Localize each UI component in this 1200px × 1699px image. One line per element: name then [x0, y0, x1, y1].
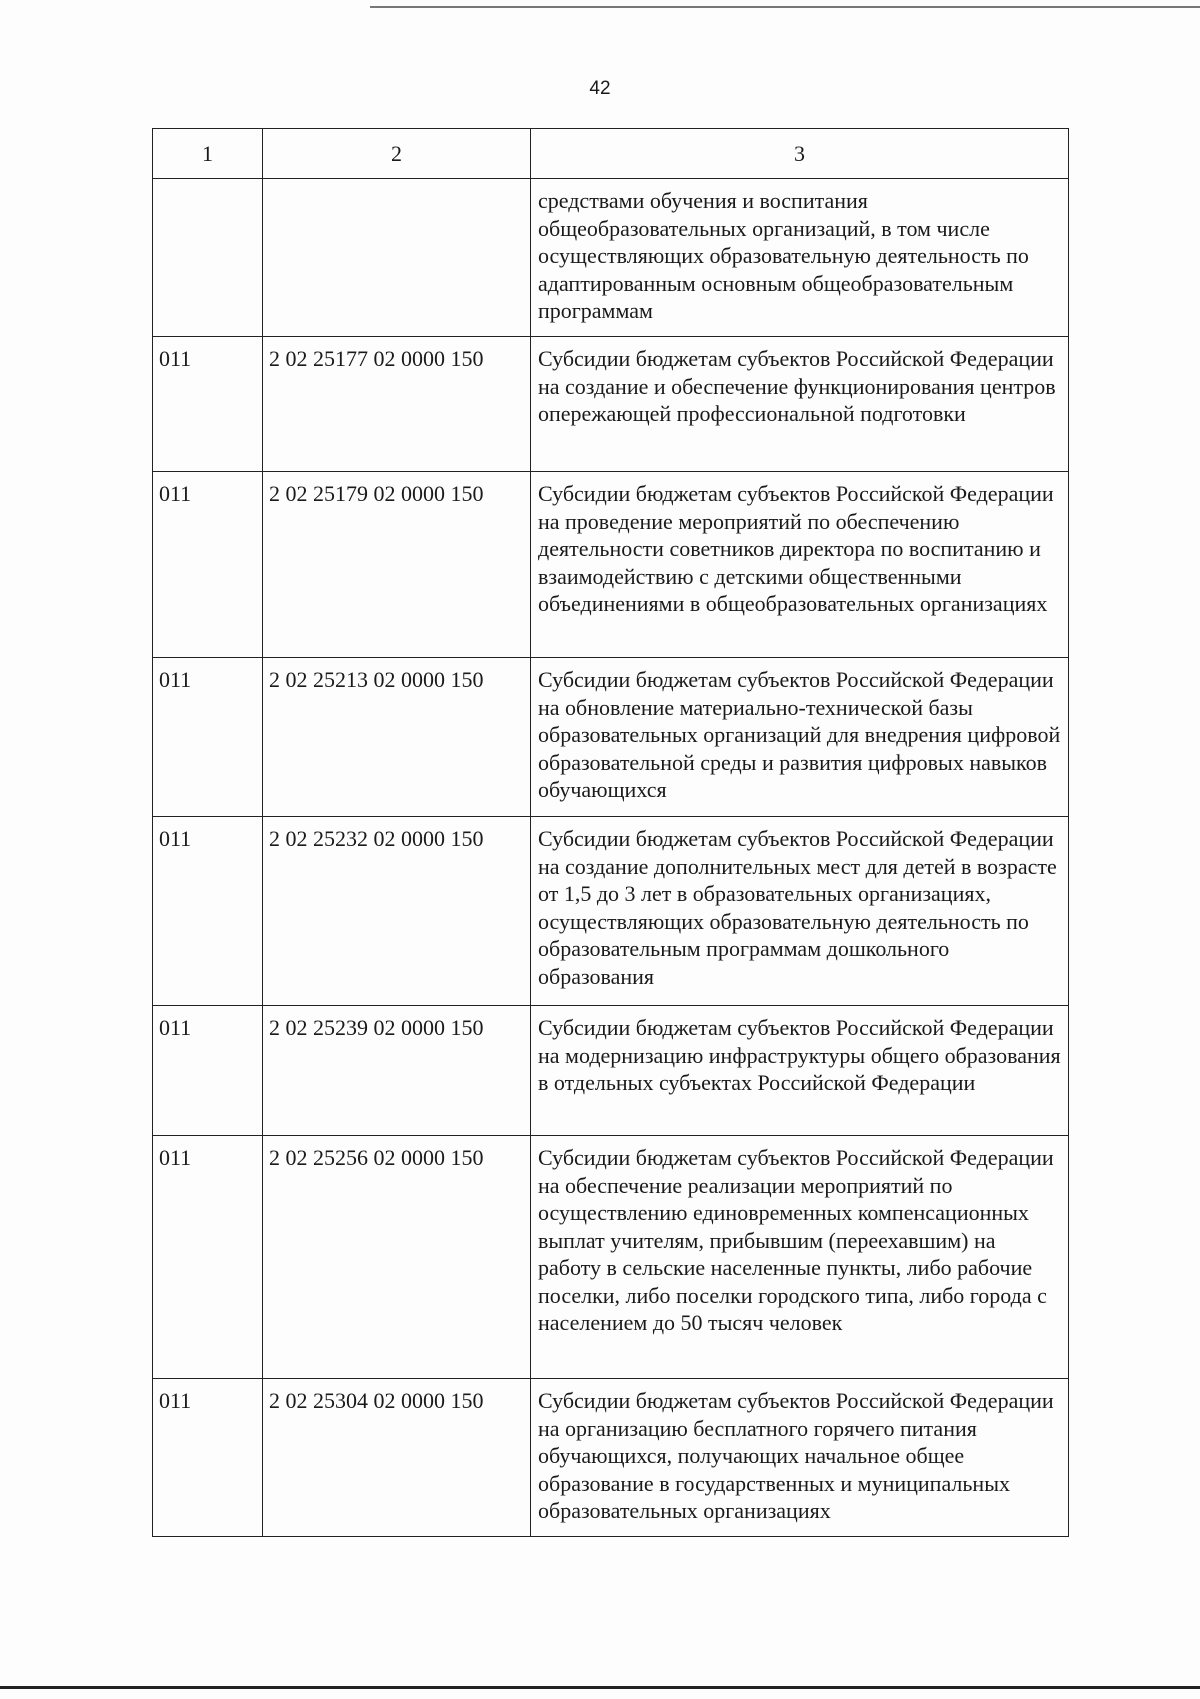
admin-code-cell: 011	[153, 1006, 263, 1136]
table-row	[153, 1379, 1069, 1537]
budget-code-table	[152, 128, 1069, 1537]
table-row	[153, 658, 1069, 817]
scan-bottom-edge-line	[0, 1686, 1200, 1689]
description-cell: Субсидии бюджетам субъектов Российской Федерации на создание и обеспечение функционирования центров опережающей профессиональной подготовки	[531, 337, 1069, 472]
description-cell: Субсидии бюджетам субъектов Российской Федерации на обновление материально-технической базы образовательных организаций для внедрения цифровой образовательной среды и развития цифровых навыков обучающихся	[531, 658, 1069, 817]
table-row	[153, 472, 1069, 658]
admin-code-cell: 011	[153, 658, 263, 817]
budget-code-cell	[263, 179, 531, 337]
budget-code-cell: 2 02 25256 02 0000 150	[263, 1136, 531, 1379]
description-cell: средствами обучения и воспитания общеобразовательных организаций, в том числе осуществляющих образовательную деятельность по адаптированным основным общеобразовательным программам	[531, 179, 1069, 337]
admin-code-cell: 011	[153, 1379, 263, 1537]
admin-code-cell: 011	[153, 817, 263, 1006]
table-row	[153, 337, 1069, 472]
table-row	[153, 817, 1069, 1006]
table-row	[153, 1006, 1069, 1136]
budget-code-table-container	[152, 128, 1069, 1537]
budget-code-cell: 2 02 25239 02 0000 150	[263, 1006, 531, 1136]
page-number: 42	[589, 78, 611, 99]
table-row	[153, 179, 1069, 337]
admin-code-cell: 011	[153, 1136, 263, 1379]
budget-code-cell: 2 02 25177 02 0000 150	[263, 337, 531, 472]
description-cell: Субсидии бюджетам субъектов Российской Федерации на проведение мероприятий по обеспечению деятельности советников директора по воспитанию и взаимодействию с детскими общественными объединениями в общеобразовательных организациях	[531, 472, 1069, 658]
scan-top-edge-line	[370, 6, 1200, 8]
budget-code-cell: 2 02 25179 02 0000 150	[263, 472, 531, 658]
description-cell: Субсидии бюджетам субъектов Российской Федерации на обеспечение реализации мероприятий по осуществлению единовременных компенсационных выплат учителям, прибывшим (переехавшим) на работу в сельские населенные пункты, либо рабочие поселки, либо поселки городского типа, либо города с населением до 50 тысяч человек	[531, 1136, 1069, 1379]
table-row	[153, 1136, 1069, 1379]
budget-code-cell: 2 02 25304 02 0000 150	[263, 1379, 531, 1537]
table-header-row	[153, 129, 1069, 179]
admin-code-cell: 011	[153, 337, 263, 472]
column-header-3: 3	[531, 129, 1069, 179]
description-cell: Субсидии бюджетам субъектов Российской Федерации на организацию бесплатного горячего питания обучающихся, получающих начальное общее образование в государственных и муниципальных образовательных организациях	[531, 1379, 1069, 1537]
budget-code-cell: 2 02 25213 02 0000 150	[263, 658, 531, 817]
admin-code-cell	[153, 179, 263, 337]
admin-code-cell: 011	[153, 472, 263, 658]
budget-code-cell: 2 02 25232 02 0000 150	[263, 817, 531, 1006]
description-cell: Субсидии бюджетам субъектов Российской Федерации на создание дополнительных мест для детей в возрасте от 1,5 до 3 лет в образовательных организациях, осуществляющих образовательную деятельность по образовательным программам дошкольного образования	[531, 817, 1069, 1006]
description-cell: Субсидии бюджетам субъектов Российской Федерации на модернизацию инфраструктуры общего образования в отдельных субъектах Российской Федерации	[531, 1006, 1069, 1136]
column-header-1: 1	[153, 129, 263, 179]
column-header-2: 2	[263, 129, 531, 179]
